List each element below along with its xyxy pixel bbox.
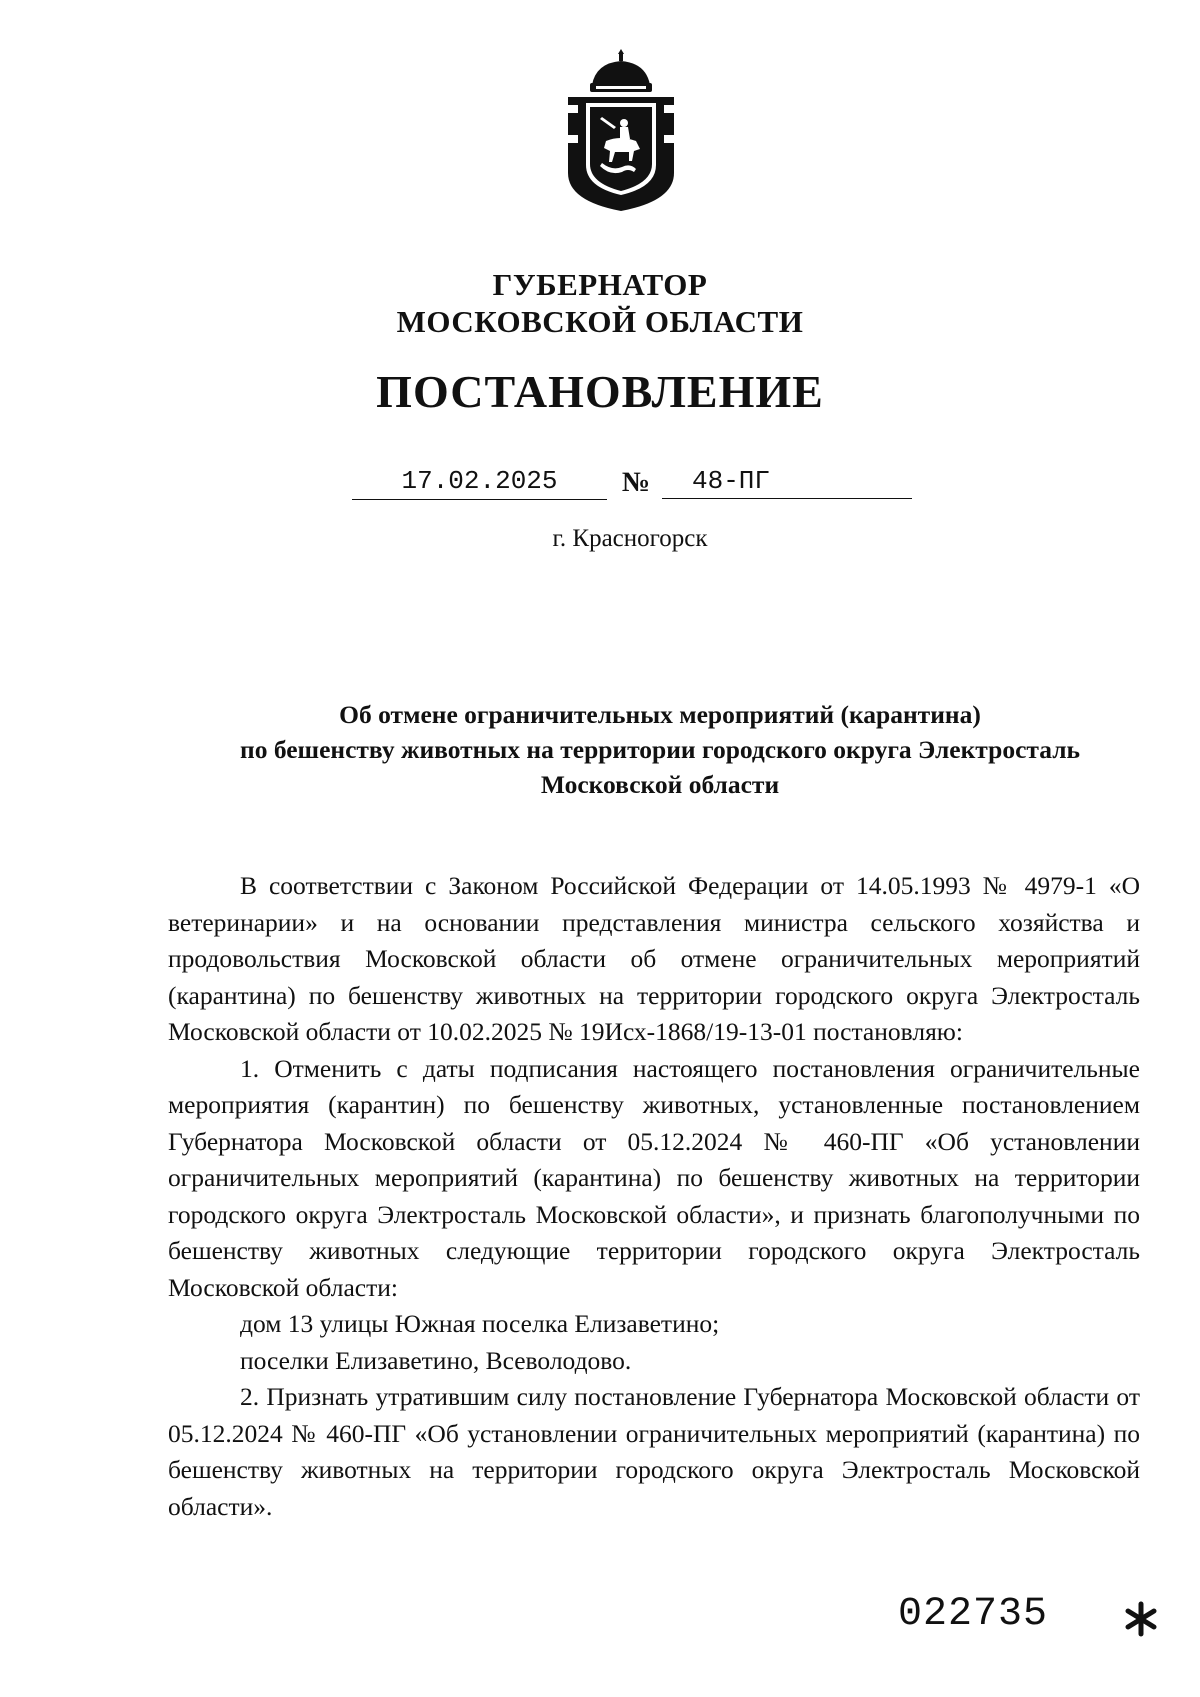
subject-line-1: Об отмене ограничительных мероприятий (карантина) bbox=[339, 700, 981, 729]
document-number: 48-ПГ bbox=[662, 463, 912, 499]
asterisk-star-icon bbox=[1122, 1600, 1160, 1638]
subject-line-3: Московской области bbox=[540, 770, 780, 799]
territory-2: поселки Елизаветино, Всеволодово. bbox=[240, 1345, 632, 1375]
territory-1: дом 13 улицы Южная поселка Елизаветино; bbox=[240, 1309, 720, 1338]
issue-city: г. Красногорск bbox=[552, 525, 708, 552]
registration-line bbox=[352, 463, 912, 503]
document-subject bbox=[150, 697, 1170, 802]
preamble-paragraph: В соответствии с Законом Российской Федерации от 14.05.1993 № 4979-1 «О ветеринарии» и на основании представления министра сельского хозяйства и продовольствия Московской области об отмене ограничительных мероприятий (карантина) по бешенству животных на территории городского округа Электросталь Московской области от 10.02.2025 № 19Исх-1868/19-13-01 постановляю: bbox=[168, 871, 1140, 1046]
document-body bbox=[168, 868, 1140, 1525]
authority-line-2: МОСКОВСКОЙ ОБЛАСТИ bbox=[396, 304, 804, 339]
moscow-oblast-coat-of-arms-icon bbox=[562, 45, 680, 215]
item-2-paragraph: 2. Признать утратившим силу постановление Губернатора Московской области от 05.12.2024 № 460-ПГ «Об установлении ограничительных мероприятий (карантина) по бешенству животных на территории городского округа Электросталь Московской области». bbox=[168, 1382, 1140, 1521]
authority-line-1: ГУБЕРНАТОР bbox=[492, 267, 708, 302]
subject-line-2: по бешенству животных на территории городского округа Электросталь bbox=[240, 735, 1080, 764]
serial-number: 022735 bbox=[897, 1592, 1048, 1637]
document-type-title: ПОСТАНОВЛЕНИЕ bbox=[376, 366, 824, 417]
item-1-paragraph: 1. Отменить с даты подписания настоящего постановления ограничительные мероприятия (карантин) по бешенству животных, установленные постановлением Губернатора Московской области от 05.12.2024 № 460-ПГ «Об установлении ограничительных мероприятий (карантина) по бешенству животных на территории городского округа Электросталь Московской области», и признать благополучными по бешенству животных следующие территории городского округа Электросталь Московской области: bbox=[168, 1053, 1140, 1302]
document-date: 17.02.2025 bbox=[352, 463, 607, 500]
number-sign: № bbox=[621, 467, 651, 498]
